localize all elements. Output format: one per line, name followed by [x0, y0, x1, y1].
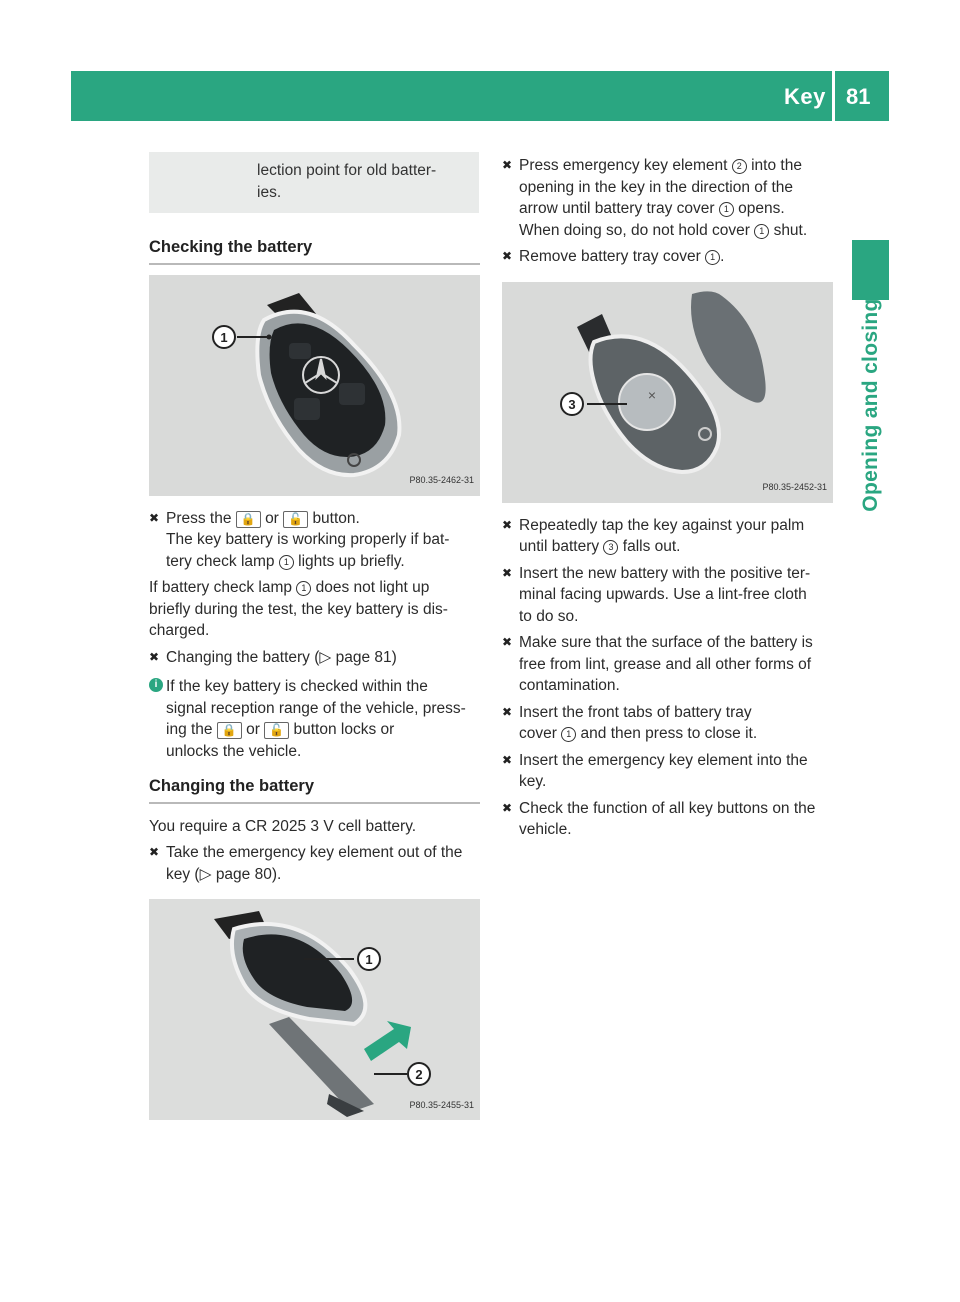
header-title: Key: [784, 84, 826, 109]
step-arrow-icon: ✖: [502, 565, 513, 580]
callout-1-icon: 1: [279, 555, 294, 570]
step-arrow-icon: ✖: [502, 249, 513, 263]
step-remove-cover: ✖ Remove battery tray cover 1 .: [502, 246, 833, 268]
left-column: [149, 152, 480, 1120]
info-note: i If the key battery is checked within the signal reception range of the vehicle, press- ing the 🔒 or 🔓 button locks or unlocks the vehicle.: [149, 676, 480, 762]
lock-button-icon: 🔒: [217, 722, 242, 739]
lock-button-icon: 🔒: [236, 511, 261, 528]
step-arrow-icon: ✖: [502, 704, 513, 719]
callout-3-icon: 3: [603, 540, 618, 555]
step-insert-tabs: ✖ Insert the front tabs of battery tray cover 1 and then press to close it.: [502, 703, 758, 742]
step-arrow-icon: ✖: [502, 635, 513, 649]
callout-1-icon: 1: [296, 581, 311, 596]
step-take-emergency-key: ✖ Take the emergency key element out of the key (▷ page 80).: [149, 844, 463, 883]
step-press-button: ✖ Press the 🔒 or 🔓 button. The key battery is working properly if bat- tery check lamp 1 lights up briefly.: [149, 509, 450, 570]
header-bar: [71, 71, 889, 121]
callout-label: 1: [220, 329, 228, 345]
step-surface-clean: ✖ Make sure that the surface of the battery is free from lint, grease and all other forms of contamination.: [502, 634, 813, 694]
callout-label: 3: [568, 396, 576, 412]
figure-code: P80.35-2452-31: [762, 482, 827, 492]
note-box: [149, 152, 479, 213]
note-line: ies.: [257, 183, 282, 201]
figure-emergency-key: [149, 899, 480, 1120]
callout-1-icon: 1: [754, 224, 769, 239]
side-tab-marker: [852, 240, 889, 300]
figure-code: P80.35-2455-31: [409, 1099, 474, 1110]
step-press-emergency-key: ✖ Press emergency key element 2 into the opening in the key in the direction of the arrow until battery tray cover 1 opens. When doing so, do not hold cover 1 shut.: [502, 157, 808, 239]
step-arrow-icon: ✖: [149, 649, 160, 664]
step-arrow-icon: ✖: [502, 800, 513, 815]
step-arrow-icon: ✖: [502, 752, 513, 767]
step-arrow-icon: ✖: [502, 158, 513, 172]
callout-1-icon: 1: [705, 250, 720, 265]
figure-code: P80.35-2462-31: [409, 475, 474, 485]
step-arrow-icon: ✖: [149, 510, 160, 525]
page-number: 81: [846, 84, 871, 109]
step-insert-emergency-key: ✖ Insert the emergency key element into the key.: [502, 751, 808, 790]
figure-battery-removed: [502, 282, 833, 503]
callout-1-icon: 1: [561, 727, 576, 742]
step-insert-battery: ✖ Insert the new battery with the positive ter- minal facing upwards. Use a lint-free cloth to do so.: [502, 564, 811, 625]
unlock-button-icon: 🔓: [283, 511, 308, 528]
side-tab-label: Opening and closing: [858, 298, 882, 512]
heading-checking-battery: Checking the battery: [149, 237, 480, 265]
heading-changing-battery: Changing the battery: [149, 776, 480, 804]
step-changing-battery-ref: ✖ Changing the battery (▷ page 81): [149, 647, 480, 669]
step-arrow-icon: ✖: [149, 845, 160, 859]
callout-label: 2: [415, 1067, 423, 1082]
svg-text:×: ×: [647, 386, 657, 403]
unlock-button-icon: 🔓: [264, 722, 289, 739]
callout-1-icon: 1: [719, 202, 734, 217]
callout-2-icon: 2: [732, 159, 747, 174]
step-tap-key: ✖ Repeatedly tap the key against your palm until battery 3 falls out.: [502, 516, 805, 555]
right-column: [502, 155, 833, 841]
paragraph-lamp: If battery check lamp 1 does not light up briefly during the test, the key battery is dis- charged.: [149, 579, 448, 639]
figure-key-battery-check: [149, 275, 480, 496]
key-open-illustration: [149, 899, 480, 1120]
battery-tray-illustration: [502, 282, 833, 503]
info-icon: i: [149, 678, 163, 692]
callout-label: 1: [365, 952, 373, 967]
note-line: lection point for old batter-: [257, 162, 437, 179]
header-separator: [832, 71, 835, 121]
key-illustration: [149, 275, 480, 496]
step-arrow-icon: ✖: [502, 517, 513, 532]
step-check-buttons: ✖ Check the function of all key buttons on the vehicle.: [502, 799, 816, 838]
paragraph-require: You require a CR 2025 3 V cell battery.: [149, 817, 417, 835]
